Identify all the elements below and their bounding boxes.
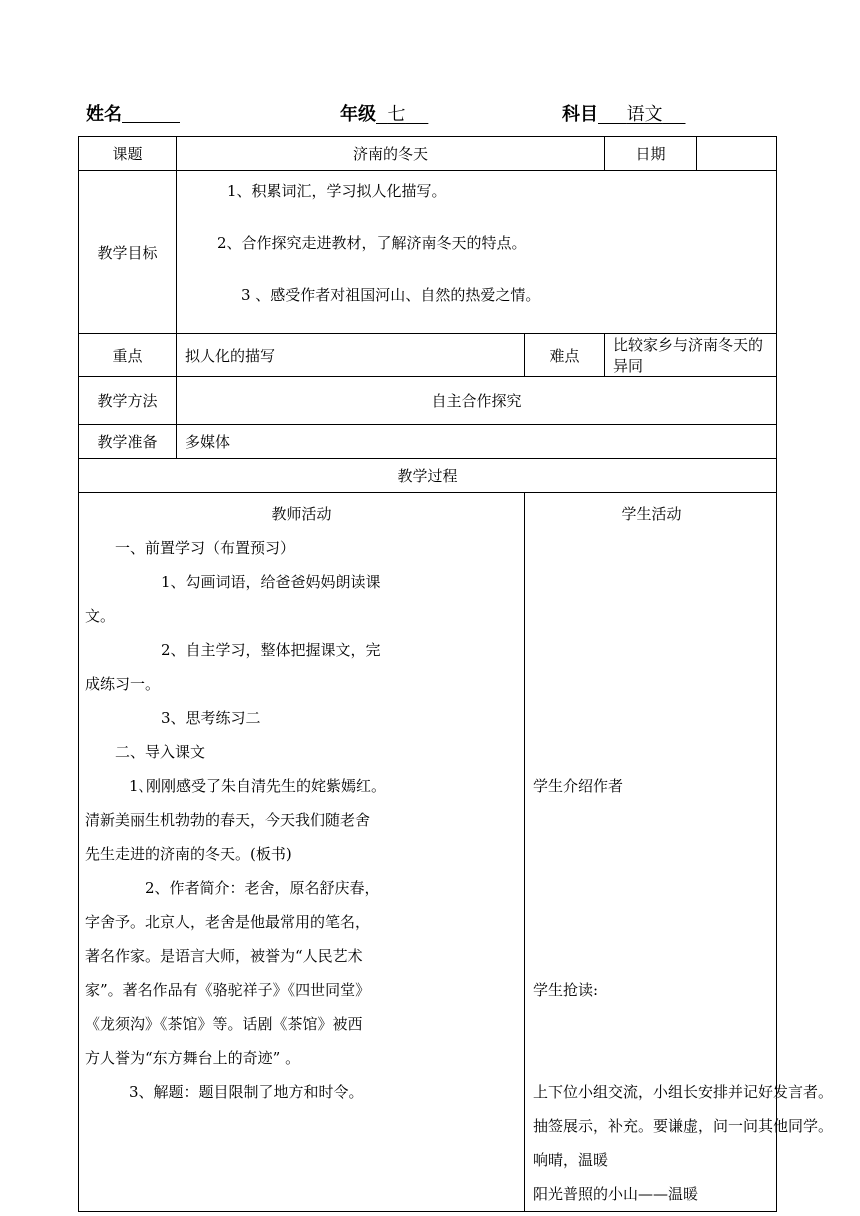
difficult-value: 比较家乡与济南冬天的异同 [605, 334, 777, 377]
list-item: 清新美丽生机勃勃的春天，今天我们随老舍 [85, 811, 371, 829]
list-item: 学生抢读: [533, 981, 599, 999]
list-item: 学生介绍作者 [533, 777, 624, 795]
list-item: 家”。著名作品有《骆驼祥子》《四世同堂》 [85, 981, 371, 999]
prep-row [79, 425, 777, 459]
list-item [533, 735, 770, 769]
list-item [533, 565, 770, 599]
list-item: 《龙须沟》《茶馆》等。话剧《茶馆》被西 [85, 1015, 363, 1033]
grade-value: 七 [387, 104, 406, 125]
key-label: 重点 [79, 334, 177, 377]
list-item: 响晴，温暖 [533, 1151, 609, 1169]
list-item [533, 803, 770, 837]
goals-row [79, 171, 777, 334]
list-item: 著名作家。是语言大师，被誉为“人民艺术 [85, 947, 363, 965]
goal-item: 2、合作探究走进教材，了解济南冬天的特点。 [217, 234, 527, 252]
list-item: 3、思考练习二 [161, 709, 261, 727]
list-item: 1、勾画词语，给爸爸妈妈朗读课 [161, 573, 381, 591]
goal-item: 1、积累词汇，学习拟人化描写。 [227, 182, 447, 200]
date-value [697, 137, 777, 171]
key-row [79, 334, 777, 377]
list-item: 方人誉为“东方舞台上的奇迹” 。 [85, 1049, 301, 1067]
subject-field [562, 100, 686, 126]
goals-list [177, 171, 777, 334]
list-item [533, 939, 770, 973]
list-item [533, 633, 770, 667]
list-item: 先生走进的济南的冬天。(板书) [85, 845, 292, 863]
method-value: 自主合作探究 [177, 377, 777, 425]
list-item: 2、自主学习，整体把握课文，完 [161, 641, 381, 659]
date-label: 日期 [605, 137, 697, 171]
grade-field [340, 100, 428, 126]
list-item: 阳光普照的小山——温暖 [533, 1185, 699, 1203]
name-blank [122, 104, 180, 123]
name-label: 姓名 [86, 104, 122, 125]
process-label: 教学过程 [79, 459, 777, 493]
topic-label: 课题 [79, 137, 177, 171]
teacher-activity-header: 教师活动 [271, 505, 332, 523]
list-item [533, 599, 770, 633]
list-item: 抽签展示，补充。要谦虚，问一问其他同学。 [533, 1117, 834, 1135]
list-item [533, 1041, 770, 1075]
list-item: 成练习一。 [85, 675, 161, 693]
subject-value: 语文 [626, 104, 663, 125]
list-item: 3、解题：题目限制了地方和时令。 [129, 1083, 364, 1101]
process-row [79, 459, 777, 493]
list-item: 二、导入课文 [115, 743, 206, 761]
document-header [86, 100, 776, 130]
teacher-activity [79, 493, 525, 1212]
list-item: 上下位小组交流，小组长安排并记好发言者。 [533, 1083, 834, 1101]
prep-value: 多媒体 [177, 425, 777, 459]
list-item: 文。 [85, 607, 116, 625]
list-item [533, 531, 770, 565]
difficult-label: 难点 [525, 334, 605, 377]
list-item [533, 701, 770, 735]
student-activity [525, 493, 834, 1212]
list-item: 一、前置学习（布置预习） [115, 539, 296, 557]
list-item: 2、作者简介：老舍，原名舒庆春， [145, 879, 380, 897]
list-item [533, 905, 770, 939]
key-value: 拟人化的描写 [177, 334, 525, 377]
list-item: 字舍予。北京人，老舍是他最常用的笔名， [85, 913, 371, 931]
method-row [79, 377, 777, 425]
activity-row [79, 493, 777, 1212]
list-item [533, 871, 770, 905]
topic-row [79, 137, 777, 171]
list-item: 1､刚刚感受了朱自清先生的姹紫嫣红。 [129, 777, 387, 795]
goals-label: 教学目标 [79, 171, 177, 334]
subject-label: 科目 [562, 104, 598, 125]
topic-value: 济南的冬天 [177, 137, 605, 171]
prep-label: 教学准备 [79, 425, 177, 459]
name-field [86, 100, 180, 126]
goal-item: 3 、感受作者对祖国河山、自然的热爱之情。 [241, 286, 541, 304]
student-activity-header: 学生活动 [621, 505, 682, 523]
grade-label: 年级 [340, 104, 376, 125]
list-item [533, 667, 770, 701]
list-item [533, 837, 770, 871]
list-item [533, 1007, 770, 1041]
lesson-plan-table [78, 136, 834, 1212]
method-label: 教学方法 [79, 377, 177, 425]
